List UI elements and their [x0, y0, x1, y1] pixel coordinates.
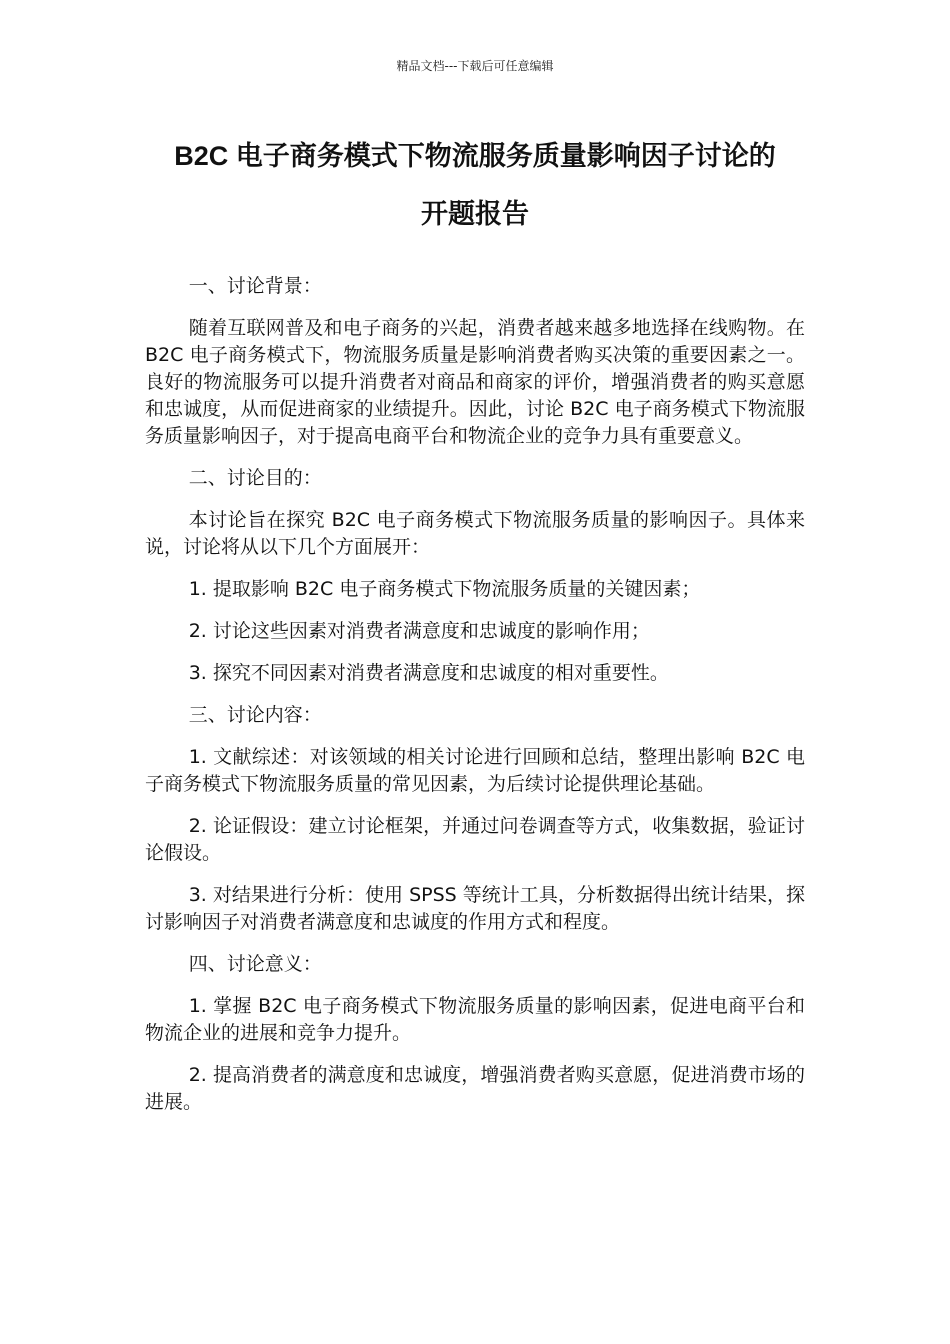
purpose-intro-paragraph: 本讨论旨在探究 B2C 电子商务模式下物流服务质量的影响因子。具体来说，讨论将从以下几个方面展开：: [145, 509, 805, 558]
purpose-list-item: 2. 讨论这些因素对消费者满意度和忠诚度的影响作用；: [188, 620, 650, 642]
document-title-line-2: 开题报告: [421, 199, 529, 229]
section-heading-content: 三、讨论内容：: [188, 704, 322, 726]
page-header-watermark: 精品文档---下载后可任意编辑: [396, 59, 554, 73]
purpose-list-item: 3. 探究不同因素对消费者满意度和忠诚度的相对重要性。: [188, 662, 669, 684]
significance-list-item: 1. 掌握 B2C 电子商务模式下物流服务质量的影响因素，促进电商平台和物流企业的进展和竞争力提升。: [145, 995, 805, 1044]
section-heading-significance: 四、讨论意义：: [188, 953, 322, 975]
significance-list-item: 2. 提高消费者的满意度和忠诚度，增强消费者购买意愿，促进消费市场的进展。: [145, 1064, 805, 1113]
section-heading-purpose: 二、讨论目的：: [188, 467, 322, 489]
content-list-item: 2. 论证假设：建立讨论框架，并通过问卷调查等方式，收集数据，验证讨论假设。: [145, 815, 805, 864]
document-body: [145, 273, 805, 1131]
document-title-line-1: B2C 电子商务模式下物流服务质量影响因子讨论的: [174, 141, 776, 171]
purpose-list-item: 1. 提取影响 B2C 电子商务模式下物流服务质量的关键因素；: [188, 578, 701, 600]
section-heading-background: 一、讨论背景：: [188, 275, 322, 297]
content-list-item: 1. 文献综述：对该领域的相关讨论进行回顾和总结，整理出影响 B2C 电子商务模式下物流服务质量的常见因素，为后续讨论提供理论基础。: [145, 746, 805, 795]
content-list-item: 3. 对结果进行分析：使用 SPSS 等统计工具，分析数据得出统计结果，探讨影响因子对消费者满意度和忠诚度的作用方式和程度。: [145, 884, 805, 933]
background-paragraph: 随着互联网普及和电子商务的兴起，消费者越来越多地选择在线购物。在 B2C 电子商务模式下，物流服务质量是影响消费者购买决策的重要因素之一。良好的物流服务可以提升消费者对商品和商家的评价，增强消费者的购买意愿和忠诚度，从而促进商家的业绩提升。因此，讨论 B2C 电子商务模式下物流服务质量影响因子，对于提高电商平台和物流企业的竞争力具有重要意义。: [145, 317, 805, 447]
